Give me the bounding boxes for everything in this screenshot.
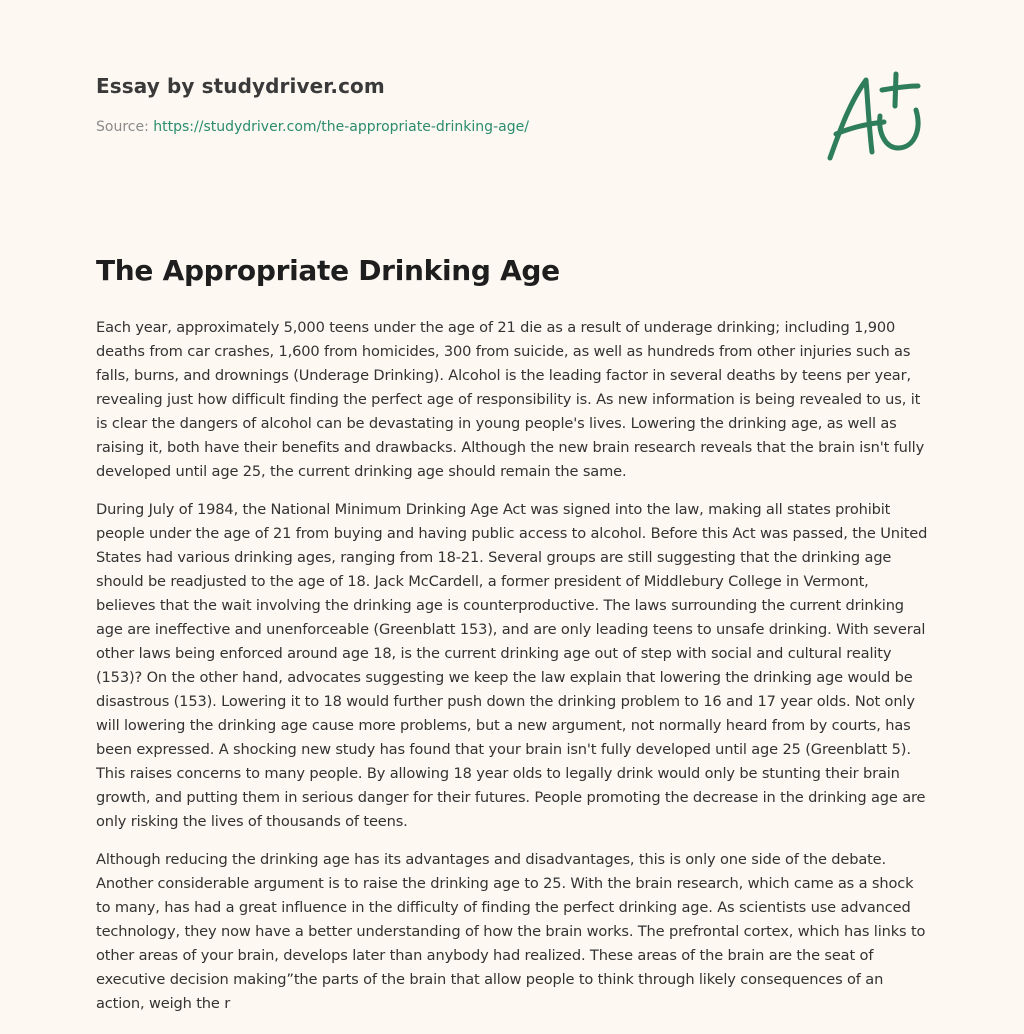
source-label: Source:	[96, 119, 149, 135]
essay-paragraph: Each year, approximately 5,000 teens under the age of 21 die as a result of underage drinking; including 1,900 deaths from car crashes, 1,600 from homicides, 300 from suicide, as well as hundreds from other injuries such as falls, burns, and drownings (Underage Drinking). Alcohol is the leading factor in several deaths by teens per year, revealing just how difficult finding the perfect age of responsibility is. As new information is being revealed to us, it is clear the dangers of alcohol can be devastating in young people's lives. Lowering the drinking age, as well as raising it, both have their benefits and drawbacks. Although the new brain research reveals that the brain isn't fully developed until age 25, the current drinking age should remain the same.	[96, 319, 925, 480]
essay-header	[96, 74, 928, 135]
essay-paragraph: During July of 1984, the National Minimum Drinking Age Act was signed into the law, making all states prohibit people under the age of 21 from buying and having public access to alcohol. Before this Act was passed, the United States had various drinking ages, ranging from 18-21. Several groups are still suggesting that the drinking age should be readjusted to the age of 18. Jack McCardell, a former president of Middlebury College in Vermont, believes that the wait involving the drinking age is counterproductive. The laws surrounding the current drinking age are ineffective and unenforceable (Greenblatt 153), and are only leading teens to unsafe drinking. With several other laws being enforced around age 18, is the current drinking age out of step with social and cultural reality (153)? On the other hand, advocates suggesting we keep the law explain that lowering the drinking age would be disastrous (153). Lowering it to 18 would further push down the drinking problem to 16 and 17 year olds. Not only will lowering the drinking age cause more problems, but a new argument, not normally heard from by courts, has been expressed. A shocking new study has found that your brain isn't fully developed until age 25 (Greenblatt 5). This raises concerns to many people. By allowing 18 year olds to legally drink would only be stunting their brain growth, and putting them in serious danger for their futures. People promoting the decrease in the drinking age are only risking the lives of thousands of teens.	[96, 501, 928, 830]
site-title: Essay by studydriver.com	[96, 74, 385, 98]
essay-body	[96, 316, 930, 1030]
source-line	[96, 119, 928, 135]
essay-paragraph: Although reducing the drinking age has its advantages and disadvantages, this is only one side of the debate. Another considerable argument is to raise the drinking age to 25. With the brain research, which came as a shock to many, has had a great influence in the difficulty of finding the perfect drinking age. As scientists use advanced technology, they now have a better understanding of how the brain works. The prefrontal cortex, which has links to other areas of your brain, develops later than anybody had realized. These areas of the brain are the seat of executive decision making”the parts of the brain that allow people to think through likely consequences of an action, weigh the r	[96, 851, 926, 1012]
essay-title: The Appropriate Drinking Age	[96, 254, 560, 287]
a-plus-logo-icon	[822, 68, 930, 164]
source-link[interactable]: https://studydriver.com/the-appropriate-drinking-age/	[153, 119, 529, 135]
